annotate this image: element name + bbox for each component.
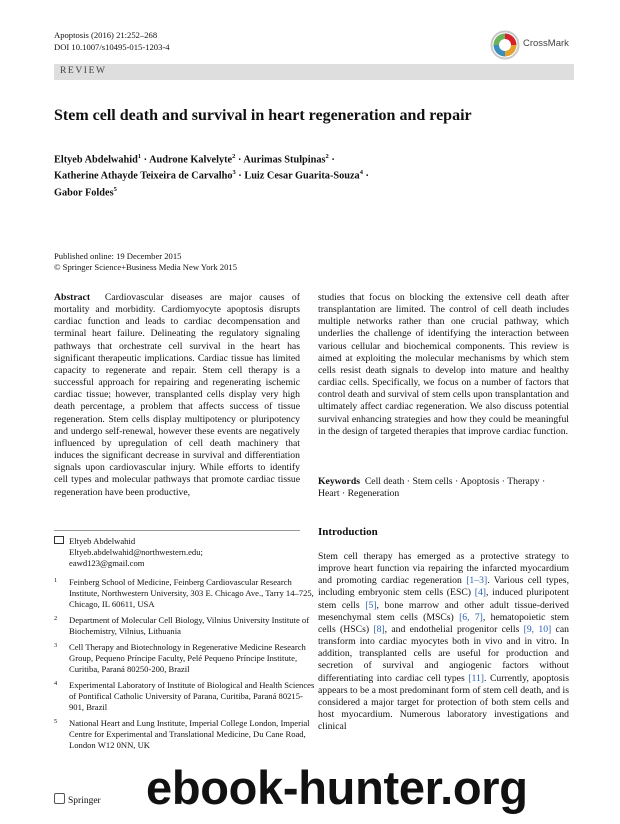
affiliation-text: National Heart and Lung Institute, Imperial College London, Imperial Centre for Experimental and Translational Medicine, Du Cane Road, London W12 0NN, UK <box>69 718 310 750</box>
affiliation-number: 2 <box>54 615 58 622</box>
introduction-heading: Introduction <box>318 526 378 538</box>
citation-link[interactable]: [5] <box>365 599 377 611</box>
abstract-continuation-text: studies that focus on blocking the extensive cell death after transplantation are limited. The control of cell death includes multiple networks rather than one crucial pathway, which underlies the challenge of identifying the interaction between various cellular and biochemical components. This review is aimed at exploiting the molecular mechanisms by which stem cells resist death signals to develop into mature and healthy cardiac cells. Specifically, we focus on a number of factors that control death and survival of stem cells upon transplantation and ultimately affect cardiac regeneration. We also discuss potential survival enhancing strategies and how they could be meaningful in the design of targeted therapies that improve cardiac function. <box>318 292 569 437</box>
citation-link[interactable]: [1–3] <box>466 575 488 587</box>
citation-link[interactable]: [8] <box>373 623 385 635</box>
author-affiliation-ref: 4 <box>359 169 363 177</box>
paper-title: Stem cell death and survival in heart regeneration and repair <box>54 107 472 124</box>
envelope-icon <box>54 536 64 544</box>
author-name: Eltyeb Abdelwahid <box>54 154 138 166</box>
section-bar <box>54 64 574 80</box>
published-date: Published online: 19 December 2015 <box>54 251 182 261</box>
abstract-continuation <box>318 292 569 438</box>
affiliation-item <box>54 577 316 610</box>
author-name: Gabor Foldes <box>54 187 114 199</box>
introduction-text <box>318 551 569 733</box>
citation-link[interactable]: [9, 10] <box>523 623 552 635</box>
copyright-line: © Springer Science+Business Media New York 2015 <box>54 262 237 273</box>
affiliation-number: 1 <box>54 577 58 584</box>
affiliation-text: Department of Molecular Cell Biology, Vilnius University Institute of Biochemistry, Vilnius, Lithuania <box>69 615 310 636</box>
author-affiliation-ref: 1 <box>137 153 142 160</box>
email-link[interactable]: eawd123@gmail.com <box>69 558 145 568</box>
abstract-label: Abstract <box>54 292 91 303</box>
author-name: Audrone Kalvelyte <box>149 154 233 166</box>
text-run: can transform into cardiac myocytes both in vivo and in vitro. In addition, transplanted cells are useful for production and secretion of survival and angiogenic factors without differentiating into cardiac cell types <box>318 623 569 684</box>
author-name: Luiz Cesar Guarita-Souza <box>244 170 360 182</box>
author-separator: · <box>235 170 245 182</box>
author-affiliation-ref: 3 <box>232 169 236 177</box>
text-run: , and endothelial progenitor cells <box>384 623 524 635</box>
text-run: Stem cell therapy has emerged as a protective strategy to improve heart function via repairing the infarcted myocardium and promoting cardiac regeneration <box>318 551 569 587</box>
publisher-name: Springer <box>68 796 101 806</box>
text-run: . Various cell types, including embryonic stem cells (ESC) <box>318 575 569 599</box>
doi: DOI 10.1007/s10495-015-1203-4 <box>54 42 170 52</box>
article-type-label: REVIEW <box>60 66 107 76</box>
affiliation-text: Experimental Laboratory of Institute of Biological and Health Sciences of Pontifical Catholic University of Parana, Curitiba, Paraná 80215-901, Brazil <box>69 680 315 712</box>
abstract <box>54 292 300 499</box>
keywords-label: Keywords <box>318 476 360 487</box>
author-affiliation-ref: 5 <box>113 185 117 193</box>
citation-link[interactable]: [4] <box>474 587 487 599</box>
author-separator: · <box>235 154 244 166</box>
affiliation-number: 3 <box>54 642 58 649</box>
publication-info <box>54 251 237 274</box>
affiliation-text: Feinberg School of Medicine, Feinberg Cardiovascular Research Institute, Northwestern University, 303 E. Chicago Ave., Tarry 14–725, Chicago, IL 60611, USA <box>69 577 314 609</box>
affiliation-item <box>54 718 316 751</box>
affiliation-text: Cell Therapy and Biotechnology in Regenerative Medicine Research Group, Pequeno Príncipe Faculty, Pelé Pequeno Príncipe Institute, Curitiba, Paraná 80250-200, Brazil <box>69 642 306 674</box>
footnote-divider <box>54 530 300 531</box>
author-separator: · <box>362 170 369 182</box>
watermark: ebook-hunter.org <box>146 761 528 814</box>
crossmark-label: CrossMark <box>523 38 569 49</box>
publisher-logo <box>54 793 101 806</box>
affiliation-item <box>54 680 316 713</box>
text-run: , bone marrow and other adult tissue-derived mesenchymal stem cells (MSCs) <box>318 599 569 623</box>
crossmark-badge[interactable] <box>490 30 575 60</box>
affiliation-item <box>54 615 316 637</box>
citation-link[interactable]: [6, 7] <box>459 611 483 623</box>
keywords <box>318 476 569 500</box>
text-run: . Currently, apoptosis appears to be a most predominant form of stem cell death, and is considered a major target for protection of both stem cells and host myocardium. Numerous laboratory investigations and clinical <box>318 672 569 733</box>
citation-link[interactable]: [11] <box>468 672 485 684</box>
abstract-text: Cardiovascular diseases are major causes of mortality and morbidity. Cardiomyocyte apoptosis disrupts cardiac function and leads to cardiac decompensation and terminal heart failure. Delineating the regulatory signaling pathways that orchestrate cell survival in the heart has significant therapeutic implications. Cardiac tissue has limited capacity to regenerate and repair. Stem cell therapy is a successful approach for repairing and regenerating ischemic cardiac tissue; however, transplanted cells display very high death percentage, a problem that affects success of tissue regeneration. Stem cells display multipotency or pluripotency and undergo self-renewal, however these events are negatively influenced by upregulation of cell death machinery that induces the significant decrease in survival and differentiation signals upon cardiovascular injury. While efforts to identify cell types and molecular pathways that promote cardiac tissue regeneration have been productive, <box>54 292 300 498</box>
crossmark-icon <box>490 30 520 60</box>
author-name: Katherine Athayde Teixeira de Carvalho <box>54 170 233 182</box>
author-name: Aurimas Stulpinas <box>243 154 326 166</box>
affiliation-number: 4 <box>54 680 58 687</box>
author-separator: · <box>141 154 150 166</box>
author-affiliation-ref: 2 <box>232 153 236 160</box>
corresponding-author: Eltyeb Abdelwahid <box>69 536 136 546</box>
text-run: , hematopoietic stem cells (HSCs) <box>318 611 570 635</box>
affiliation-item <box>54 642 316 675</box>
text-run: , induced pluripotent stem cells <box>318 587 569 611</box>
journal-citation: Apoptosis (2016) 21:252–268 <box>54 30 158 40</box>
correspondence <box>54 536 304 569</box>
author-list <box>54 150 574 199</box>
email-link[interactable]: Eltyeb.abdelwahid@northwestern.edu; <box>69 547 203 557</box>
keywords-text: Cell death · Stem cells · Apoptosis · Therapy · Heart · Regeneration <box>318 476 546 500</box>
author-separator: · <box>328 154 335 166</box>
springer-horse-icon <box>54 793 65 804</box>
affiliation-number: 5 <box>54 718 58 725</box>
author-affiliation-ref: 2 <box>325 153 329 160</box>
